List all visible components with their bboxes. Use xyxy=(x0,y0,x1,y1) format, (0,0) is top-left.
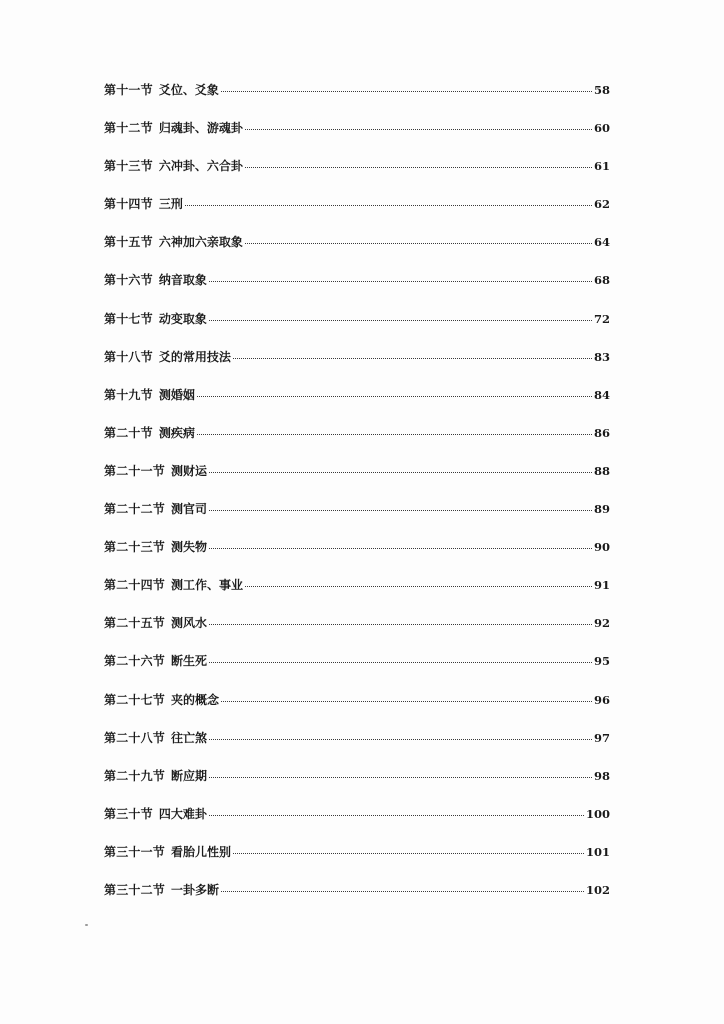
entry-page-number: 90 xyxy=(593,540,610,555)
toc-entry[interactable] xyxy=(104,462,610,500)
entry-title: 纳音取象 xyxy=(158,273,207,288)
entry-page-number: 102 xyxy=(585,882,610,897)
entry-title: 测工作、事业 xyxy=(171,578,244,593)
toc-entry[interactable] xyxy=(104,500,610,538)
dot-leader xyxy=(221,91,592,92)
entry-page-number: 61 xyxy=(593,159,610,174)
entry-section-number: 第十五节 xyxy=(104,235,153,250)
toc-entry[interactable] xyxy=(104,881,610,919)
toc-entry[interactable] xyxy=(104,843,610,881)
entry-title: 三刑 xyxy=(158,197,183,212)
entry-page-number: 64 xyxy=(593,235,610,250)
dot-leader xyxy=(245,129,592,130)
entry-page-number: 96 xyxy=(593,692,610,707)
dot-leader xyxy=(245,167,592,168)
entry-title: 断应期 xyxy=(171,768,208,783)
dot-leader xyxy=(233,358,592,359)
dot-leader xyxy=(245,586,592,587)
entry-section-number: 第二十五节 xyxy=(104,616,166,631)
entry-page-number: 88 xyxy=(593,463,610,478)
entry-section-number: 第二十八节 xyxy=(104,730,166,745)
entry-section-number: 第三十一节 xyxy=(104,844,166,859)
entry-title: 测财运 xyxy=(171,463,208,478)
entry-section-number: 第十九节 xyxy=(104,387,153,402)
toc-entry[interactable] xyxy=(104,271,610,309)
toc-entry[interactable] xyxy=(104,233,610,271)
entry-page-number: 72 xyxy=(593,311,610,326)
entry-section-number: 第十四节 xyxy=(104,197,153,212)
table-of-contents xyxy=(104,81,610,919)
entry-page-number: 58 xyxy=(593,83,610,97)
entry-page-number: 60 xyxy=(593,121,610,136)
dot-leader xyxy=(233,853,584,854)
toc-entry[interactable] xyxy=(104,805,610,843)
entry-section-number: 第二十节 xyxy=(104,425,153,440)
dot-leader xyxy=(209,777,592,778)
entry-section-number: 第十六节 xyxy=(104,273,153,288)
entry-page-number: 83 xyxy=(593,349,610,364)
dot-leader xyxy=(245,243,592,244)
entry-title: 一卦多断 xyxy=(171,882,220,897)
entry-section-number: 第十二节 xyxy=(104,121,153,136)
dot-leader xyxy=(221,701,592,702)
entry-section-number: 第二十三节 xyxy=(104,540,166,555)
entry-page-number: 97 xyxy=(593,730,610,745)
entry-section-number: 第二十二节 xyxy=(104,502,166,517)
toc-entry[interactable] xyxy=(104,652,610,690)
entry-title: 四大难卦 xyxy=(158,806,207,821)
toc-entry[interactable] xyxy=(104,424,610,462)
entry-section-number: 第十八节 xyxy=(104,349,153,364)
entry-section-number: 第三十节 xyxy=(104,806,153,821)
toc-entry[interactable] xyxy=(104,348,610,386)
toc-entry[interactable] xyxy=(104,691,610,729)
entry-title: 归魂卦、游魂卦 xyxy=(158,121,243,136)
entry-page-number: 68 xyxy=(593,273,610,288)
entry-page-number: 92 xyxy=(593,616,610,631)
entry-page-number: 62 xyxy=(593,197,610,212)
entry-page-number: 100 xyxy=(585,806,610,821)
toc-entry[interactable] xyxy=(104,576,610,614)
entry-page-number: 86 xyxy=(593,425,610,440)
dot-leader xyxy=(209,662,592,663)
dot-leader xyxy=(209,281,592,282)
dot-leader xyxy=(197,396,592,397)
entry-section-number: 第二十一节 xyxy=(104,463,166,478)
dot-leader xyxy=(185,205,592,206)
toc-entry[interactable] xyxy=(104,767,610,805)
toc-entry[interactable] xyxy=(104,81,610,119)
dot-leader xyxy=(209,815,584,816)
entry-title: 六神加六亲取象 xyxy=(158,235,243,250)
entry-section-number: 第二十四节 xyxy=(104,578,166,593)
dot-leader xyxy=(209,739,592,740)
toc-entry[interactable] xyxy=(104,614,610,652)
dot-leader xyxy=(197,434,592,435)
entry-section-number: 第三十二节 xyxy=(104,882,166,897)
entry-title: 爻的常用技法 xyxy=(158,349,231,364)
entry-page-number: 91 xyxy=(593,578,610,593)
entry-title: 测疾病 xyxy=(158,425,195,440)
scan-speck xyxy=(85,924,88,926)
dot-leader xyxy=(209,472,592,473)
entry-title: 测官司 xyxy=(171,502,208,517)
entry-title: 测婚姻 xyxy=(158,387,195,402)
toc-entry[interactable] xyxy=(104,157,610,195)
entry-page-number: 95 xyxy=(593,654,610,669)
toc-entry[interactable] xyxy=(104,538,610,576)
toc-entry[interactable] xyxy=(104,729,610,767)
dot-leader xyxy=(221,891,584,892)
entry-title: 断生死 xyxy=(171,654,208,669)
entry-page-number: 84 xyxy=(593,387,610,402)
entry-section-number: 第十一节 xyxy=(104,83,153,97)
entry-title: 六冲卦、六合卦 xyxy=(158,159,243,174)
entry-page-number: 89 xyxy=(593,502,610,517)
entry-section-number: 第二十九节 xyxy=(104,768,166,783)
entry-title: 往亡煞 xyxy=(171,730,208,745)
toc-entry[interactable] xyxy=(104,386,610,424)
toc-entry[interactable] xyxy=(104,310,610,348)
entry-section-number: 第二十六节 xyxy=(104,654,166,669)
entry-title: 测失物 xyxy=(171,540,208,555)
toc-entry[interactable] xyxy=(104,195,610,233)
dot-leader xyxy=(209,624,592,625)
dot-leader xyxy=(209,510,592,511)
entry-page-number: 98 xyxy=(593,768,610,783)
entry-title: 动变取象 xyxy=(158,311,207,326)
entry-section-number: 第二十七节 xyxy=(104,692,166,707)
toc-entry[interactable] xyxy=(104,119,610,157)
entry-page-number: 101 xyxy=(585,844,610,859)
entry-title: 测风水 xyxy=(171,616,208,631)
entry-title: 看胎儿性别 xyxy=(171,844,232,859)
entry-title: 夹的概念 xyxy=(171,692,220,707)
entry-section-number: 第十七节 xyxy=(104,311,153,326)
entry-section-number: 第十三节 xyxy=(104,159,153,174)
dot-leader xyxy=(209,320,592,321)
entry-title: 爻位、爻象 xyxy=(158,83,219,97)
dot-leader xyxy=(209,548,592,549)
